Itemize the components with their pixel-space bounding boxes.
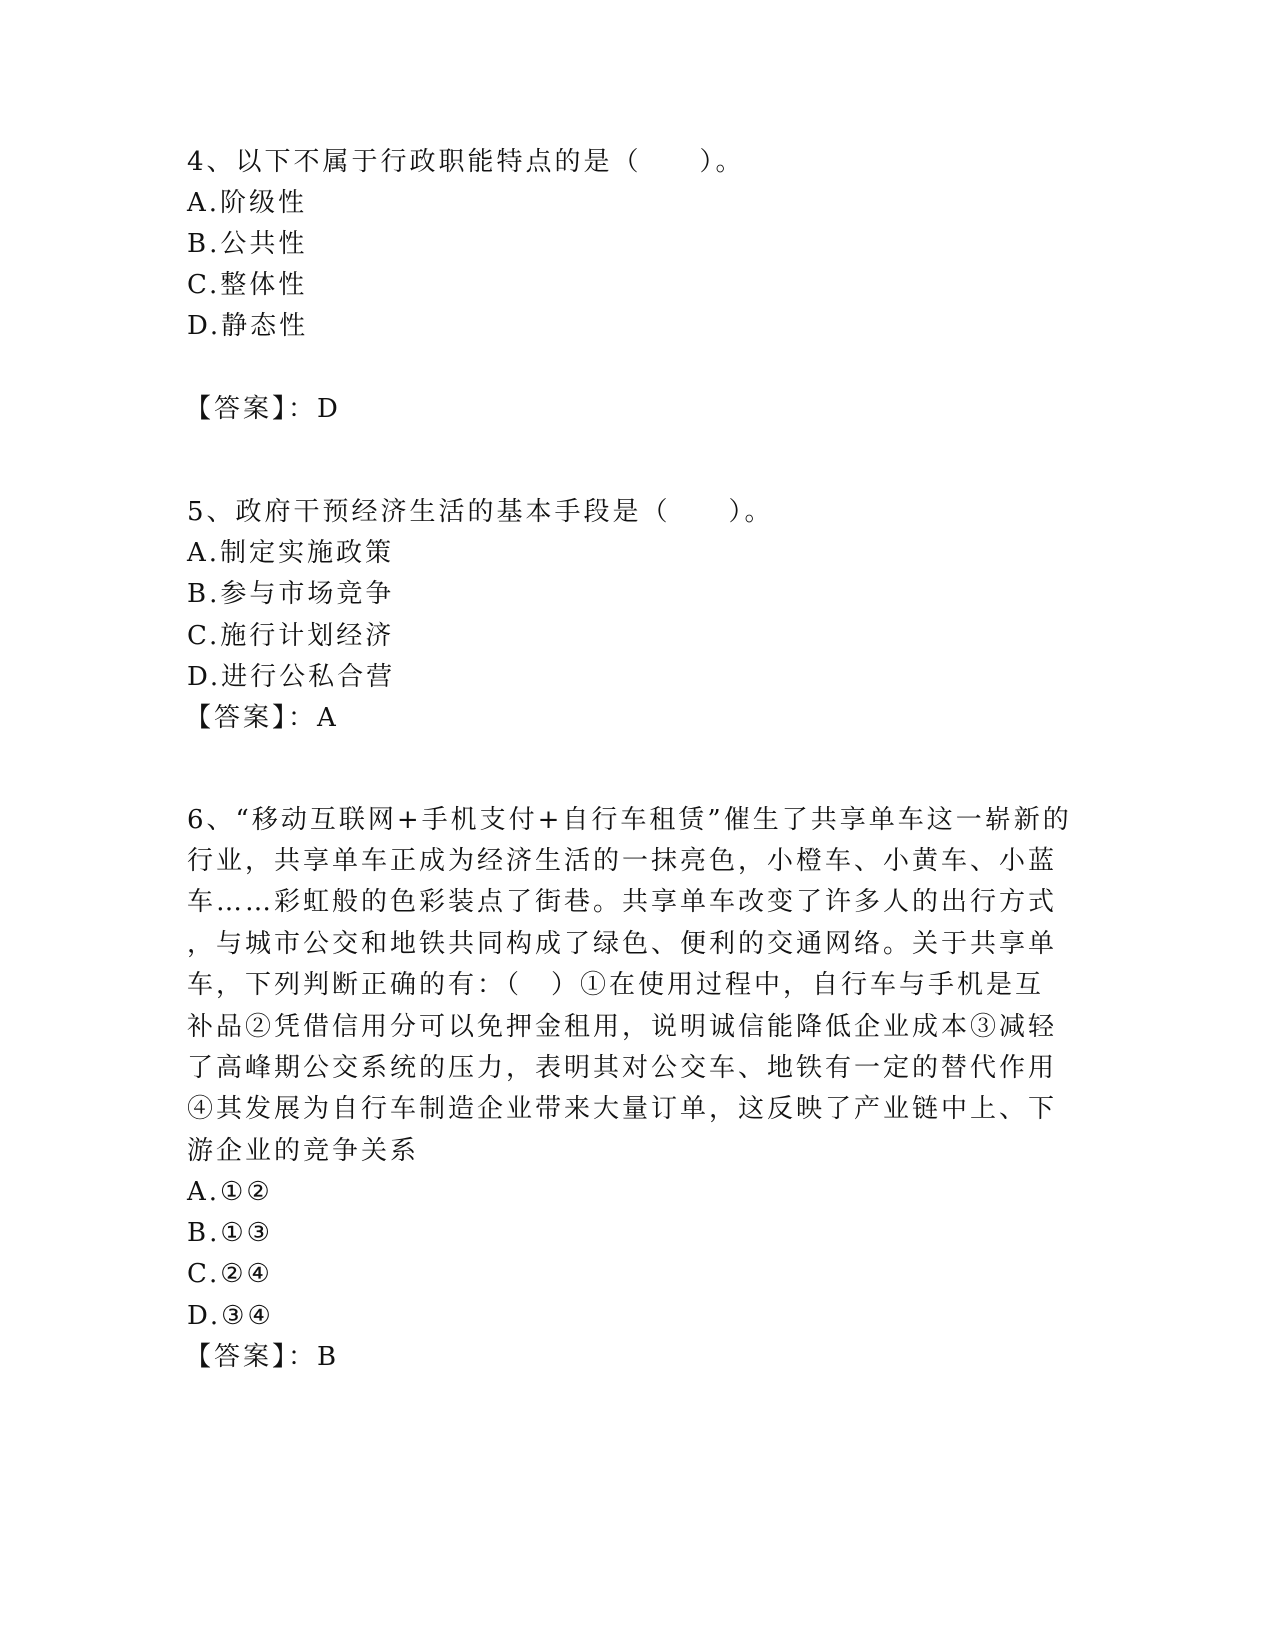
option-c: C.②④ — [187, 1259, 273, 1289]
question-stem-line: 游企业的竞争关系 — [187, 1136, 420, 1166]
question-stem-line: 补品②凭借信用分可以免押金租用，说明诚信能降低企业成本③减轻 — [187, 1012, 1058, 1042]
option-a: A.①② — [187, 1177, 273, 1207]
option-a: A.阶级性 — [187, 188, 308, 218]
option-d: D.进行公私合营 — [187, 662, 396, 692]
question-stem-line: 4、以下不属于行政职能特点的是（ ）。 — [187, 147, 745, 177]
answer-label: 【答案】： — [185, 703, 318, 733]
option-c: C.整体性 — [187, 270, 308, 300]
question-stem-line: 车，下列判断正确的有：（ ）①在使用过程中，自行车与手机是互 — [187, 970, 1045, 1000]
answer-value: B — [317, 1342, 340, 1372]
option-c: C.施行计划经济 — [187, 621, 395, 651]
answer-value: D — [317, 394, 341, 424]
option-b: B.参与市场竞争 — [187, 579, 395, 609]
question-stem-line: 了高峰期公交系统的压力，表明其对公交车、地铁有一定的替代作用 — [187, 1053, 1058, 1083]
answer-value: A — [317, 703, 339, 733]
option-b: B.①③ — [187, 1218, 273, 1248]
question-stem-line: 车……彩虹般的色彩装点了街巷。共享单车改变了许多人的出行方式 — [187, 887, 1058, 917]
answer-line — [185, 1336, 339, 1379]
option-d: D.静态性 — [187, 311, 309, 341]
question-stem-line: 6、“移动互联网+手机支付+自行车租赁”催生了共享单车这一崭新的 — [187, 805, 1072, 835]
question-stem-line: ，与城市公交和地铁共同构成了绿色、便利的交通网络。关于共享单 — [187, 929, 1058, 959]
answer-line — [185, 697, 339, 740]
answer-line — [185, 388, 341, 431]
option-a: A.制定实施政策 — [187, 538, 395, 568]
question-stem-line: 行业，共享单车正成为经济生活的一抹亮色，小橙车、小黄车、小蓝 — [187, 846, 1058, 876]
answer-label: 【答案】： — [185, 1342, 318, 1372]
option-b: B.公共性 — [187, 229, 308, 259]
answer-label: 【答案】： — [185, 394, 318, 424]
question-stem-line: ④其发展为自行车制造企业带来大量订单，这反映了产业链中上、下 — [187, 1094, 1058, 1124]
option-d: D.③④ — [187, 1301, 274, 1331]
question-stem-line: 5、政府干预经济生活的基本手段是（ ）。 — [187, 497, 774, 527]
